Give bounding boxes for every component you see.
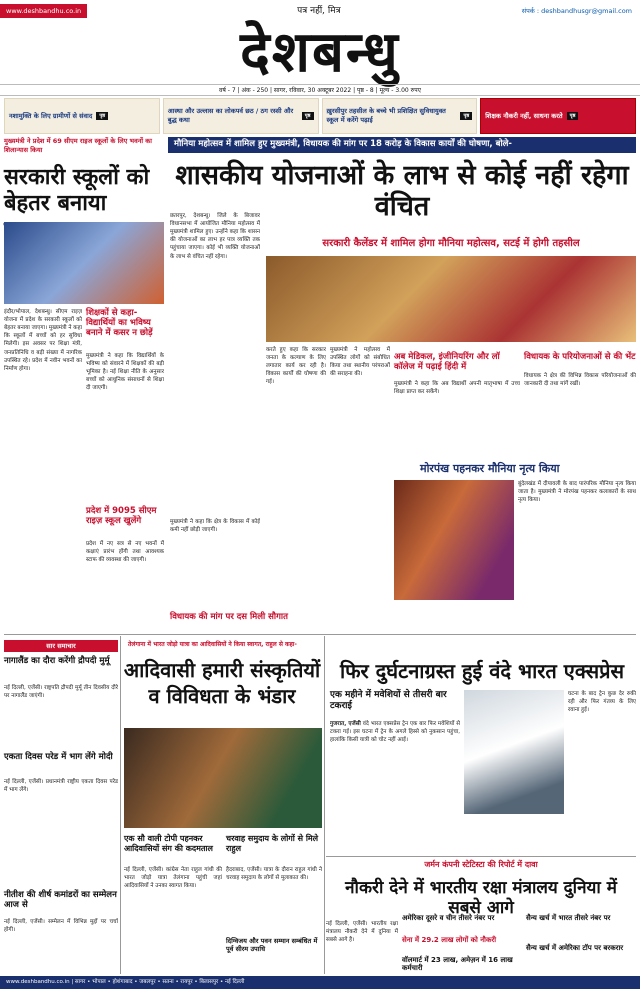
left-story-col3: प्रदेश में नए सत्र से नए भवनों में कक्षाएं प्रारंभ होंगी तथा आवश्यक स्टाफ की व्यवस्था की जाएगी।: [86, 541, 164, 564]
morpankh-story: बुंदेलखंड में दीपावली के बाद पारंपरिक मौनिया नृत्य किया जाता है। मुख्यमंत्री ने मोरपंख पहनकर कलाकारों के साथ नृत्य किया।: [518, 481, 636, 504]
teaser-text: शिक्षक नौकरी नहीं, साधना करते: [485, 111, 563, 120]
tribal-sub1: एक सौ वाली टोपी पहनकर आदिवासियों संग की कदमताल: [124, 834, 213, 853]
teaser-page: पृष्ठ: [96, 112, 108, 121]
teaser-text: ख़ुरसीपुर तहसील के बच्चे भी प्रशिक्षित सुविधायुक्त स्कूल में करेंगे पढ़ाई: [326, 107, 446, 124]
tribal-body2: हैदराबाद, एजेंसी। यात्रा के दौरान राहुल गांधी ने चरवाह समुदाय के लोगों से मुलाकात की।: [226, 867, 322, 882]
school-event-photo: [4, 222, 164, 304]
vidhayak-maang-subhead: विधायक की मांग पर दस मिली सौगात: [170, 612, 288, 622]
defence-body1: नई दिल्ली, एजेंसी। भारतीय रक्षा मंत्रालय नौकरी देने में दुनिया में सबसे आगे है।: [326, 921, 398, 944]
train-body: गुजरात, एजेंसी वंदे भारत एक्सप्रेस ट्रेन एक बार फिर मवेशियों से टकरा गई। इस घटना में ट्रेन के अगले हिस्से को नुकसान पहुंचा, हालांकि किसी यात्री को चोट नहीं आई।: [330, 721, 460, 744]
defence-box4: सैन्य खर्च में भारत तीसरे नंबर पर: [526, 914, 611, 922]
teaser-page: पृष्ठ: [460, 112, 472, 121]
shiksha-subhead: शिक्षकों से कहा- विद्यार्थियों का भविष्य बनाने में कसर न छोड़ें: [86, 308, 153, 339]
site-url[interactable]: www.deshbandhu.co.in: [0, 4, 87, 18]
defence-box3: वॉलमार्ट में 23 लाख, अमेज़न में 16 लाख कर्मचारी: [402, 956, 513, 973]
defence-box1: अमेरिका दूसरे व चीन तीसरे नंबर पर: [402, 914, 495, 922]
main-story-col5: विधायक ने क्षेत्र की विभिन्न विकास परियोजनाओं की जानकारी दी तथा मांगें रखीं।: [524, 373, 636, 388]
masthead: [0, 19, 640, 85]
defence-box5: सैन्य खर्च में अमेरिका टॉप पर बरकरार: [526, 944, 624, 952]
rise-school-subhead: प्रदेश में 9095 सीएम राइज़ स्कूल खुलेंगे: [86, 506, 157, 527]
teaser-page: पृष्ठ: [567, 112, 579, 121]
left-kicker: मुख्यमंत्री ने प्रदेश में 69 सीएम राइज स्कूलों के लिए भवनों का शिलान्यास किया: [4, 137, 152, 154]
main-story-col2: करते हुए कहा कि सरकार जनता के कल्याण के लिए लगातार कार्य कर रही है। विकास कार्यों की घोषणा की गई।: [266, 347, 326, 386]
teaser-strip: [0, 98, 640, 134]
left-headline[interactable]: सरकारी स्कूलों को बेहतर बनाया: [4, 164, 150, 217]
teaser-2[interactable]: [163, 98, 319, 134]
tribal-sub3: दिग्विजय और पवन सम्मान सम्बंधित में पूर्व सीरम उपाधि: [226, 937, 318, 953]
tribal-photo: [124, 728, 322, 828]
brief-item-2[interactable]: एकता दिवस परेड में भाग लेंगे मोदी: [4, 752, 113, 762]
train-body2: घटना के बाद ट्रेन कुछ देर रुकी रही और फिर गंतव्य के लिए रवाना हुई।: [568, 691, 636, 714]
tribal-kicker: तेलंगाना में भारत जोड़ो यात्रा का आदिवासियों ने किया स्वागत, राहुल से कहा-: [124, 640, 324, 650]
defence-headline[interactable]: नौकरी देने में भारतीय रक्षा मंत्रालय दुनिया में सबसे आगे: [345, 878, 617, 919]
issue-info: वर्ष - 7 | अंक - 250 | सागर, रविवार, 30 अक्टूबर 2022 | पृष्ठ - 8 | मूल्य - 3.00 रुपए: [0, 84, 640, 96]
teaser-text: नशामुक्ति के लिए ग्रामीणों से संवाद: [9, 111, 93, 120]
tribal-headline[interactable]: आदिवासी हमारी संस्कृतियों व विविधता के भंडार: [123, 658, 321, 708]
news-brief-label: सार समाचार: [4, 640, 118, 652]
train-photo: [464, 690, 564, 814]
brief-item-1[interactable]: नागालैंड का दौरा करेंगी द्रौपदी मुर्मू: [4, 656, 110, 666]
train-subhead: एक महीने में मवेशियों से तीसरी बार टकराई: [330, 690, 447, 711]
main-story-col1: छतरपुर, देशबन्धु। जिले के बिजावर विधानसभा में आयोजित मौनिया महोत्सव में मुख्यमंत्री शामिल हुए। उन्होंने कहा कि शासन की योजनाओं का लाभ हर पात्र व्यक्ति तक पहुंचाया जाएगा। कोई भी व्यक्ति योजनाओं के लाभ से वंचित नहीं रहेगा।: [170, 213, 260, 260]
newspaper-title: देशबन्धु: [240, 19, 400, 85]
teaser-4[interactable]: [480, 98, 636, 134]
contact-email[interactable]: संपर्क : deshbandhusgr@gmail.com: [521, 6, 632, 15]
brief-body-3: नई दिल्ली, एजेंसी। सम्मेलन में विभिन्न मुद्दों पर चर्चा होगी।: [4, 919, 118, 934]
brief-item-3[interactable]: नीतीश की शीर्ष कमांडरों का सम्मेलन आज से: [4, 890, 117, 911]
dance-photo: [394, 480, 514, 600]
lead-strip: मौनिया महोत्सव में शामिल हुए मुख्यमंत्री, विधायक की मांग पर 18 करोड़ के विकास कार्यों की घोषणा, बोले-: [168, 137, 636, 153]
footer: www.deshbandhu.co.in | सागर • भोपाल • होशंगाबाद • जबलपुर • सतना • रायपुर • बिलासपुर • नई दिल्ली: [0, 976, 640, 989]
teaser-1[interactable]: [4, 98, 160, 134]
tribal-body1: नई दिल्ली, एजेंसी। कांग्रेस नेता राहुल गांधी की भारत जोड़ो यात्रा तेलंगाना पहुंची जहां आदिवासियों ने उनका स्वागत किया।: [124, 867, 222, 890]
teaser-page: पृष्ठ: [302, 112, 314, 121]
tribal-sub2: चरवाह समुदाय के लोगों से मिले राहुल: [226, 834, 319, 853]
defence-box2: सेना में 29.2 लाख लोगों को नौकरी: [402, 936, 497, 944]
teaser-3[interactable]: [322, 98, 478, 134]
main-headline[interactable]: शासकीय योजनाओं के लाभ से कोई नहीं रहेगा वंचित: [175, 160, 629, 223]
brief-body-2: नई दिल्ली, एजेंसी। प्रधानमंत्री राष्ट्रीय एकता दिवस परेड में भाग लेंगे।: [4, 779, 118, 794]
main-story-col3: मुख्यमंत्री ने महोत्सव में उपस्थित लोगों को संबोधित किया तथा स्थानीय परंपराओं की सराहना की।: [330, 347, 390, 378]
vidhayak-subhead: विधायक के परियोजनाओं से की भेंट: [524, 352, 636, 362]
train-headline[interactable]: फिर दुर्घटनाग्रस्त हुई वंदे भारत एक्सप्रेस: [339, 659, 625, 683]
left-story-col1: इंदौर/भोपाल, देशबन्धु। सीएम राइज़ योजना में प्रदेश के सरकारी स्कूलों को बेहतर बनाया जाएगा। मुख्यमंत्री ने कहा कि स्कूलों में बच्चों को हर सुविधा मिलेगी। इस अवसर पर शिक्षा मंत्री, जनप्रतिनिधि व बड़ी संख्या में नागरिक उपस्थित रहे। प्रदेश में नवीन भवनों का निर्माण होगा।: [4, 309, 82, 372]
teaser-text: आस्था और उल्लास का लोकपर्व छठ / ठग रस्सी और बुद्ध कथा: [167, 107, 294, 124]
tagline: पत्र नहीं, मित्र: [297, 5, 341, 16]
main-story-col4: मुख्यमंत्री ने कहा कि अब विद्यार्थी अपनी मातृभाषा में उच्च शिक्षा प्राप्त कर सकेंगे।: [394, 381, 520, 396]
train-dateline: गुजरात, एजेंसी: [330, 721, 361, 727]
brief-body-1: नई दिल्ली, एजेंसी। राष्ट्रपति द्रौपदी मुर्मू तीन दिवसीय दौरे पर नागालैंड जाएंगी।: [4, 685, 118, 700]
defence-kicker: जर्मन कंपनी स्टेटिस्टा की रिपोर्ट में दावा: [424, 860, 538, 869]
medical-subhead: अब मेडिकल, इंजीनियरिंग और लॉ कॉलेज में पढ़ाई हिंदी में: [394, 352, 500, 373]
main-story-col1b: मुख्यमंत्री ने कहा कि क्षेत्र के विकास में कोई कमी नहीं छोड़ी जाएगी।: [170, 519, 260, 534]
main-subhead: सरकारी कैलेंडर में शामिल होगा मौनिया महोत्सव, सटई में होगी तहसील: [322, 238, 580, 249]
festival-photo: [266, 256, 636, 342]
morpankh-subhead: मोरपंख पहनकर मौनिया नृत्य किया: [420, 462, 560, 475]
left-story-col2: मुख्यमंत्री ने कहा कि विद्यार्थियों के भविष्य को संवारने में शिक्षकों की बड़ी भूमिका है। नई शिक्षा नीति के अनुसार बच्चों को आधुनिक संसाधनों से शिक्षा दी जाएगी।: [86, 353, 164, 392]
